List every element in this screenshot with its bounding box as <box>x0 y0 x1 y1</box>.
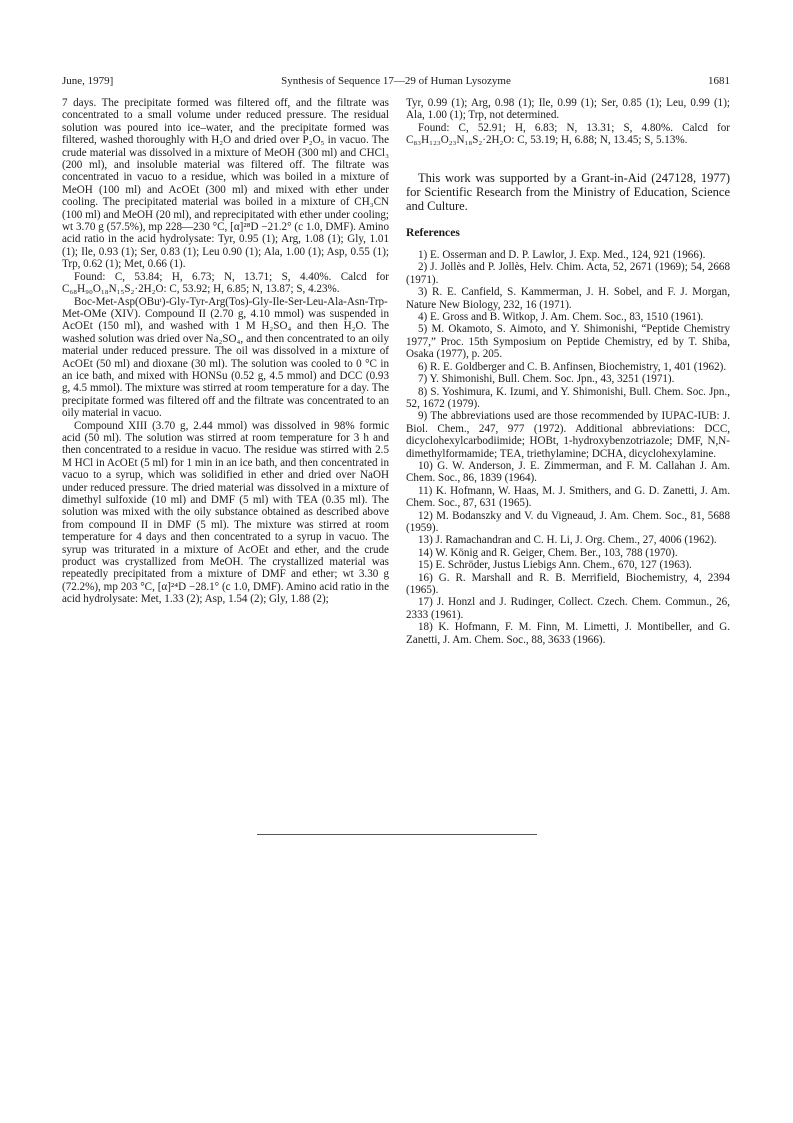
header-running-title: Synthesis of Sequence 17—29 of Human Lysozyme <box>281 75 511 87</box>
reference-item: 18) K. Hofmann, F. M. Finn, M. Limetti, J. Montibeller, and G. Zanetti, J. Am. Chem. Soc., 88, 3633 (1966). <box>406 621 730 646</box>
references-list <box>406 249 730 646</box>
reference-item: 11) K. Hofmann, W. Haas, M. J. Smithers, and G. D. Zanetti, J. Am. Chem. Soc., 87, 631 (1965). <box>406 484 730 510</box>
left-column <box>62 97 389 606</box>
reference-item: 12) M. Bodanszky and V. du Vigneaud, J. Am. Chem. Soc., 81, 5688 (1959). <box>406 509 730 534</box>
reference-item: 3) R. E. Canfield, S. Kammerman, J. H. Sobel, and F. J. Morgan, Nature New Biology, 232, 16 (1971). <box>406 286 730 311</box>
experimental-paragraph-coupling: Compound XIII (3.70 g, 2.44 mmol) was dissolved in 98% formic acid (50 ml). The solution was stirred at room temperature for 3 h and then concentrated to a residue in vacuo. The residue was stirred with 2.5 M HCl in AcOEt (5 ml) for 1 min in an ice bath, and then concentrated in vacuo to a syrup, which was solidified in ether and dried over NaOH under reduced pressure. The dried material was dissolved in a mixture of dimethyl sulfoxide (10 ml) and DMF (5 ml) with TEA (0.35 ml). The solution was mixed with the oily substance obtained as described above from compound II in DMF (5 ml). The mixture was stirred at room temperature for 4 days and then concentrated to a syrup in vacuo. The syrup was triturated in a mixture of AcOEt and ether, and the crude product was crystallized from MeOH. The crystallized material was repeatedly precipitated from a mixture of DMF and ether; wt 3.30 g (72.2%), mp 203 °C, [α]²⁴D −28.1° (c 1.0, DMF). Amino acid ratio in the acid hydrolysate: Met, 1.33 (2); Asp, 1.54 (2); Gly, 1.88 (2); <box>62 419 389 606</box>
reference-item: 15) E. Schröder, Justus Liebigs Ann. Chem., 670, 127 (1963). <box>418 559 692 572</box>
reference-item: 10) G. W. Anderson, J. E. Zimmerman, and F. M. Callahan J. Am. Chem. Soc., 86, 1839 (1964). <box>406 459 730 485</box>
running-header <box>62 75 730 91</box>
reference-item: 4) E. Gross and B. Witkop, J. Am. Chem. Soc., 83, 1510 (1961). <box>418 311 704 324</box>
reference-item: 8) S. Yoshimura, K. Izumi, and Y. Shimonishi, Bull. Chem. Soc. Jpn., 52, 1672 (1979). <box>406 385 730 410</box>
reference-item: 13) J. Ramachandran and C. H. Li, J. Org. Chem., 27, 4006 (1962). <box>418 534 717 547</box>
experimental-paragraph-1: 7 days. The precipitate formed was filtered off, and the filtrate was concentrated to a small volume under reduced pressure. The residual solution was poured into ice–water, and the precipitate formed was filtered, washed thoroughly with H₂O and dried over P₂O₅ in vacuo. The crude material was dissolved in a mixture of MeOH (300 ml) and CHCl₃ (200 ml), and insoluble material was filtered off. The filtrate was concentrated in vacuo to a residue, which was boiled in a mixture of MeOH (100 ml) and AcOEt (300 ml) and mixed with ether under cooling. The precipitated material was boiled in a mixture of CH₃CN (100 ml) and MeOH (20 ml), and reprecipitated with ether under cooling; wt 3.70 g (57.5%), mp 228—230 °C, [α]²⁸D −21.2° (c 1.0, DMF). Amino acid ratio in the acid hydrolysate: Tyr, 0.95 (1); Arg, 1.08 (1); Gly, 1.01 (1); Ile, 0.93 (1); Ser, 0.83 (1); Leu 0.90 (1); Ala, 1.00 (1); Asp, 0.55 (1); Trp, 0.62 (1); Met, 0.66 (1). <box>62 97 389 271</box>
elemental-analysis-xiii: Found: C, 53.84; H, 6.73; N, 13.71; S, 4.40%. Calcd for C₆₈H₉₀O₁₈N₁₅S₂·2H₂O: C, 53.92; H, 6.85; N, 13.87; S, 4.23%. <box>62 270 389 296</box>
reference-item: 17) J. Honzl and J. Rudinger, Collect. Czech. Chem. Commun., 26, 2333 (1961). <box>406 596 730 621</box>
end-of-article-rule <box>257 834 537 835</box>
reference-item: 7) Y. Shimonishi, Bull. Chem. Soc. Jpn., 43, 3251 (1971). <box>418 373 675 386</box>
acknowledgement: This work was supported by a Grant-in-Aid (247128, 1977) for Scientific Research from the Ministry of Education, Science and Culture. <box>406 170 730 213</box>
experimental-paragraph-xiv: Boc-Met-Asp(OBuᵗ)-Gly-Tyr-Arg(Tos)-Gly-Ile-Ser-Leu-Ala-Asn-Trp-Met-OMe (XIV). Compound II (2.70 g, 4.10 mmol) was suspended in AcOEt (150 ml), and washed with 1 M H₂SO₄ and then H₂O. The washed solution was dried over Na₂SO₄, and then concentrated to an oily material under reduced pressure. The oil was dissolved in a mixture of AcOEt (50 ml) and dioxane (30 ml). The solution was cooled to 0 °C in an ice bath, and mixed with HONSu (0.52 g, 4.5 mmol) and DCC (0.93 g, 4.5 mmol). The mixture was stirred at room temperature for a day. The precipitate formed was filtered off and the filtrate was concentrated to an oily material in vacuo. <box>62 295 389 420</box>
amino-acid-ratio-continued: Tyr, 0.99 (1); Arg, 0.98 (1); Ile, 0.99 (1); Ser, 0.85 (1); Leu, 0.99 (1); Ala, 1.00 (1); Trp, not determined. <box>406 97 730 122</box>
reference-item: 6) R. E. Goldberger and C. B. Anfinsen, Biochemistry, 1, 401 (1962). <box>418 360 727 373</box>
elemental-analysis-xiv: Found: C, 52.91; H, 6.83; N, 13.31; S, 4.80%. Calcd for C₈₃H₁₂₃O₂₃N₁₈S₂·2H₂O: C, 53.19; H, 6.88; N, 13.45; S, 5.13%. <box>406 121 730 147</box>
right-column <box>406 97 730 646</box>
reference-item: 2) J. Jollès and P. Jollès, Helv. Chim. Acta, 52, 2671 (1969); 54, 2668 (1971). <box>406 261 730 286</box>
header-issue-date: June, 1979] <box>62 75 114 87</box>
references-heading: References <box>406 225 460 239</box>
reference-item: 14) W. König and R. Geiger, Chem. Ber., 103, 788 (1970). <box>418 546 678 559</box>
reference-item: 16) G. R. Marshall and R. B. Merrifield, Biochemistry, 4, 2394 (1965). <box>406 571 730 596</box>
header-page-number: 1681 <box>708 75 730 87</box>
reference-item: 5) M. Okamoto, S. Aimoto, and Y. Shimonishi, “Peptide Chemistry 1977,” Proc. 15th Symposium on Peptide Chemistry, ed by T. Shiba, Osaka (1977), p. 205. <box>406 323 730 361</box>
reference-item: 9) The abbreviations used are those recommended by IUPAC-IUB: J. Biol. Chem., 247, 977 (1972). Additional abbreviations: DCC, dicyclohexylcarbodiimide; HOBt, 1-hydroxybenzotriazole; DMF, N,N-dimethylformamide; TEA, triethylamine; DCHA, dicyclohexylamine. <box>406 410 730 460</box>
reference-item: 1) E. Osserman and D. P. Lawlor, J. Exp. Med., 124, 921 (1966). <box>418 249 706 262</box>
